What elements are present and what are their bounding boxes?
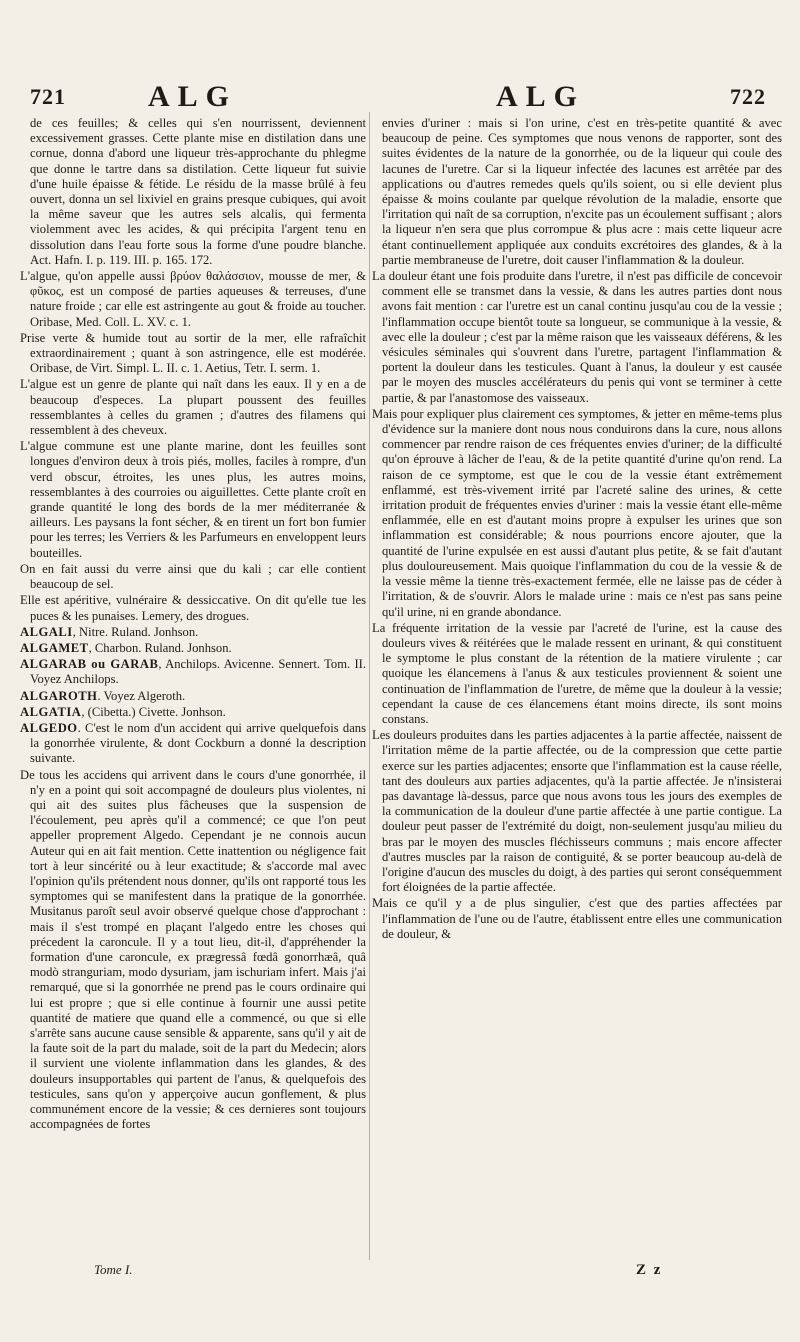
paragraph: Prise verte & humide tout au sortir de la mer, elle rafraîchit extraordinairement ; quant à son astringence, elle est modérée. Oribase, de Virt. Simpl. L. II. c. 1. Aetius, Tetr. I. serm. 1. — [20, 330, 366, 376]
entry-text: . Voyez Algeroth. — [97, 688, 186, 703]
entry-text: , Nitre. Ruland. Jonhson. — [72, 624, 199, 639]
entry-text: , (Cibetta.) Civette. Jonhson. — [81, 704, 226, 719]
paragraph: L'algue commune est une plante marine, dont les feuilles sont longues d'environ deux à trois piés, molles, faciles à rompre, d'un verd obscur, étroites, les unes plus, les autres moins, ressemblantes à des courroies ou aiguillettes. Cette plante croît en grande quantité le long des bords de la mer méditerranée & ailleurs. Les paysans la font sécher, & en tirent un fort bon fumier pour les terres; les Verriers & les Parfumeurs en enveloppent leurs bouteilles. — [20, 439, 366, 560]
dictionary-entry — [20, 625, 366, 640]
paragraph: La fréquente irritation de la vessie par l'acreté de l'urine, est la cause des douleurs vives & réitérées que le malade ressent en urinant, & qui constituent le symptome le plus constant de la rétention de la matiere virulente ; car quoique les élancemens à l'anus & aux testicules proviennent & soient une continuation de l'inflammation de l'uretre, de même que la douleur à la vessie; cependant la cause de ces élancemens étant moins directe, ils sont moins constans. — [372, 620, 782, 726]
entry-headword: ALGEDO — [20, 720, 78, 735]
left-page-number: 721 — [30, 84, 66, 109]
paragraph: Les douleurs produites dans les parties adjacentes à la partie affectée, naissent de l'irritation même de la partie affectée, ou de la compression que cette partie exerce sur les parties adjacentes; ensorte que l'inflammation est la cause réelle, tant des douleurs aux parties adjacentes, qu'à la partie affectée. Je n'insisterai pas davantage là-dessus, parce que nous avons tous les jours des exemples de la communication de la douleur d'une partie affectée à une partie contigue. La douleur peut passer de l'extrémité du doigt, non-seulement jusqu'au milieu du bras par le moyen des muscles fléchisseurs communs ; mais encore affecter d'autres muscles par la raison de contiguité, & se porter beaucoup au-delà de l'origine d'aucun des muscles du doigt, à des parties qui seront conséquemment fort éloignées de la partie affectée. — [372, 728, 782, 895]
right-column — [372, 116, 782, 943]
right-running-head: ALG — [496, 80, 586, 113]
dictionary-entry — [20, 721, 366, 767]
left-running-head: ALG — [148, 80, 238, 113]
column-divider — [369, 112, 370, 1260]
paragraph: Mais pour expliquer plus clairement ces symptomes, & jetter en même-tems plus d'évidence sur la maniere dont nous nous conduirons dans la cure, nous allons commencer par rendre raison de ces fréquentes envies d'uriner; de la difficulté qu'on éprouve à lâcher de l'eau, & de la petite quantité d'urine qu'on rend. La raison de ce symptome, est que le cou de la vessie étant extrêmement enflammé, est très-vivement irrité par l'acreté saline des urines, & cette irritation produit de fréquentes envies d'uriner : mais la vessie étant elle-même enflammée, elle en est d'autant moins propre à expulser les urines que son inflammation est considérable; & nous pourrions encore ajouter, que la quantité de l'urine expulsée en est aussi d'autant plus petite, & se fait d'autant plus douloureusement. Mais quoique l'inflammation du cou de la vessie & de la vessie même la tienne très-exactement fermée, elle ne laisse pas de céder à l'irritation, & de s'ouvrir. Alors le malade urine : mais ce n'est pas sans peine qu'il urine, ni en grande abondance. — [372, 406, 782, 619]
entry-text: , Anchilops. Avicenne. Sennert. Tom. II. Voyez Anchilops. — [30, 657, 366, 687]
dictionary-entry — [20, 689, 366, 704]
entry-headword: ALGATIA — [20, 704, 82, 719]
dictionary-entry — [20, 657, 366, 687]
paragraph: La douleur étant une fois produite dans l'uretre, il n'est pas difficile de concevoir comment elle se transmet dans la vessie, & dans les autres parties dont nous avons fait mention : car l'uretre est un canal continu jusqu'au cou de la vessie ; l'inflammation occupe bientôt toute sa longueur, se communique à la vessie, & avec elle la douleur ; c'est par la même raison que les vaisseaux déférens, & les vésicules séminales qui s'ouvrent dans l'uretre, partagent l'inflammation & portent la douleur dans les testicules. Quant à l'anus, la douleur y est causée par le moyen des muscles accélérateurs du penis qui vont se terminer à cette partie, & par l'anastomose des vaisseaux. — [372, 269, 782, 405]
dictionary-entry — [20, 705, 366, 720]
paragraph: L'algue est un genre de plante qui naît dans les eaux. Il y en a de beaucoup d'especes. La plupart poussent des feuilles ressemblantes à celles du gramen ; d'autres des filamens qui ressemblent à des cheveux. — [20, 377, 366, 438]
right-page-number: 722 — [730, 84, 766, 109]
left-column — [20, 116, 366, 1133]
dictionary-entry — [20, 641, 366, 656]
entry-headword: ALGAMET — [20, 640, 89, 655]
paragraph: Mais ce qu'il y a de plus singulier, c'est que des parties affectées par l'inflammation de l'une ou de l'autre, établissent entre elles une communication de douleur, & — [372, 896, 782, 941]
left-footer-signature: Tome I. — [94, 1262, 133, 1277]
entry-text: . C'est le nom d'un accident qui arrive quelquefois dans la gonorrhée virulente, & dont Cockburn a donné la description suivante. — [30, 720, 366, 766]
entry-headword: ALGARAB ou GARAB — [20, 657, 159, 672]
entry-headword: ALGAROTH — [20, 688, 98, 703]
entry-headword: ALGALI — [20, 624, 73, 639]
continued-paragraph: de ces feuilles; & celles qui s'en nourrissent, deviennent excessivement grasses. Cette plante mise en distilation dans une cornue, donna d'abord une liqueur très-approchante du phlegme que donne le tartre dans sa distilation. Cette liqueur fut suivie d'une huile épaisse & fétide. Le résidu de la masse brûlé à feu ouvert, donna un sel lixiviel en grains presque cubiques, qui avoit la même saveur que les autres sels alcalis, qui fermenta violemment avec les acides, & qui précipita l'argent tenu en dissolution dans l'eau forte sous la forme d'une poudre blanche. Act. Hafn. I. p. 119. III. p. 165. 172. — [30, 116, 366, 267]
paragraph: L'algue, qu'on appelle aussi βρύον θαλάσσιον, mousse de mer, & φῦκος, est un composé de parties aqueuses & terreuses, d'une nature froide ; car elle est astringente au gout & froide au toucher. Oribase, Med. Coll. L. XV. c. 1. — [20, 269, 366, 329]
right-footer-signature: Z z — [636, 1262, 663, 1278]
paragraph: On en fait aussi du verre ainsi que du kali ; car elle contient beaucoup de sel. — [20, 561, 366, 592]
entry-text: , Charbon. Ruland. Jonhson. — [88, 640, 232, 655]
paragraph: Elle est apéritive, vulnéraire & dessiccative. On dit qu'elle tue les puces & les punaises. Lemery, des drogues. — [20, 593, 366, 623]
paragraph: De tous les accidens qui arrivent dans le cours d'une gonorrhée, il n'y en a point qui soit accompagné de douleurs plus violentes, ni qui ait des suites plus fâcheuses que la suspension de l'écoulement, peu après qu'il a commencé; ce que l'on peut appeller proprement Algedo. Cependant je ne connois aucun Auteur qui en ait fait mention. Cette inattention ou négligence fait tort à leur sincérité ou à leur exactitude; & s'accorde mal avec l'opinion qu'ils prétendent nous donner, qu'ils ont rapporté tous les symptomes qui se manifestent dans la pratique de la gonorrhée. Musitanus paroît seul avoir observé quelque chose d'approchant : mais il s'est trompé en plaçant l'algedo entre les choses qui précedent la caroncule. Il y a tout lieu, dit-il, d'appréhender la formation d'une caroncule, ex prægressâ fœdâ gonorrhæâ, quâ modò stranguriam, modo dysuriam, jam ischuriam infert. Mais j'ai remarqué, que si la gonorrhée ne prend pas le cours ordinaire qui lui est propre ; que si elle continue à fournir une aussi petite quantité de matiere que quand elle a commencé, ou que si elle s'arrête sans aucune cause sensible & apparente, sans qu'il y ait de la faute soit de la part du malade, soit de la part du Medecin; alors il survient une violente inflammation dans les glandes, & des douleurs insupportables qui partent de l'anus, & quelquefois des testicules, sans qu'on y apperçoive aucun gonflement, & plus communément encore de la vessie; & ces dernieres sont toujours accompagnées de fortes — [20, 767, 366, 1132]
continued-paragraph: envies d'uriner : mais si l'on urine, c'est en très-petite quantité & avec beaucoup de peine. Ces symptomes que nous venons de rapporter, sont des suites évidentes de la nature de la gonorrhée, ou de la liqueur qui coule des lacunes de l'uretre. Car si la liqueur infectée des lacunes est arrêtée par des applications ou d'autres remedes quels qu'ils soient, ou si elle devient plus épaisse & moins coulante par quelque révolution de la maladie, ensorte que l'irritation qui naît de sa corruption, n'excite pas un écoulement suffisant ; alors la liqueur n'en sera que plus corrompue & plus acre : mais cette liqueur acre étant continuellement appliquée aux conduits excrétoires des glandes, & à la partie membraneuse de l'uretre, doit causer l'inflammation & la douleur. — [382, 116, 782, 267]
